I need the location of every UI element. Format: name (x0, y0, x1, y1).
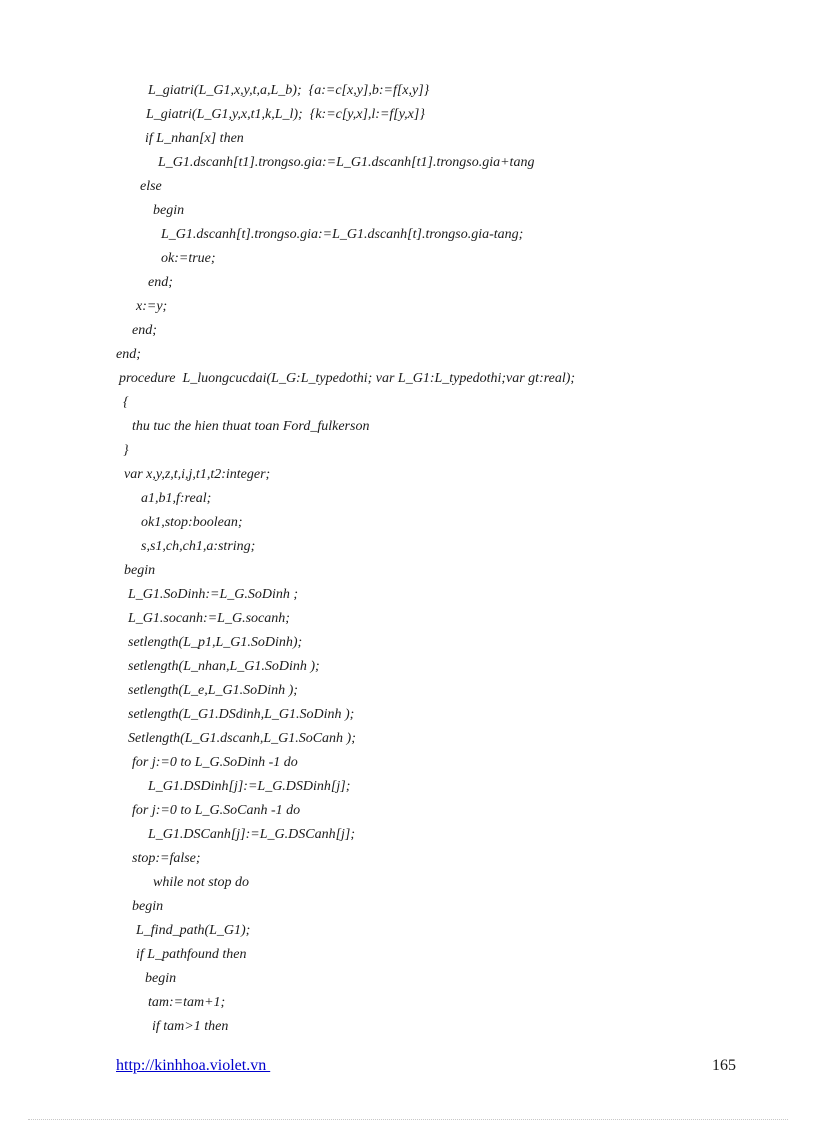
code-line: setlength(L_G1.DSdinh,L_G1.SoDinh ); (128, 707, 355, 722)
code-line: L_G1.dscanh[t1].trongso.gia:=L_G1.dscanh[t1].trongso.gia+tang (158, 155, 535, 170)
code-line: L_G1.dscanh[t].trongso.gia:=L_G1.dscanh[t].trongso.gia-tang; (161, 227, 524, 242)
code-line: L_giatri(L_G1,x,y,t,a,L_b); {a:=c[x,y],b:=f[x,y]} (148, 83, 430, 98)
code-line: while not stop do (153, 875, 250, 890)
code-line: L_giatri(L_G1,y,x,t1,k,L_l); {k:=c[y,x],l:=f[y,x]} (146, 107, 425, 122)
code-line: for j:=0 to L_G.SoCanh -1 do (132, 803, 301, 818)
code-line: setlength(L_e,L_G1.SoDinh ); (128, 683, 298, 698)
code-line: else (140, 179, 162, 194)
code-line: L_find_path(L_G1); (136, 923, 251, 938)
code-line: ok:=true; (161, 251, 216, 266)
code-line: L_G1.socanh:=L_G.socanh; (128, 611, 290, 626)
page-edge-divider (28, 1119, 788, 1120)
code-line: tam:=tam+1; (148, 995, 226, 1010)
footer-link[interactable]: http://kinhhoa.violet.vn (116, 1057, 271, 1074)
code-line: begin (124, 563, 156, 578)
code-line: L_G1.DSDinh[j]:=L_G.DSDinh[j]; (148, 779, 351, 794)
code-line: for j:=0 to L_G.SoDinh -1 do (132, 755, 298, 770)
code-line: begin (132, 899, 164, 914)
code-line: } (123, 443, 129, 458)
code-line: Setlength(L_G1.dscanh,L_G1.SoCanh ); (128, 731, 356, 746)
code-line: ok1,stop:boolean; (141, 515, 243, 530)
code-line: procedure L_luongcucdai(L_G:L_typedothi; var L_G1:L_typedothi;var gt:real); (119, 371, 576, 386)
code-line: { (123, 395, 129, 410)
code-line: if L_pathfound then (136, 947, 247, 962)
code-line: begin (153, 203, 185, 218)
code-line: if L_nhan[x] then (145, 131, 244, 146)
code-line: L_G1.SoDinh:=L_G.SoDinh ; (128, 587, 299, 602)
code-line: s,s1,ch,ch1,a:string; (141, 539, 256, 554)
code-line: begin (145, 971, 177, 986)
code-line: setlength(L_p1,L_G1.SoDinh); (128, 635, 303, 650)
code-line: x:=y; (136, 299, 168, 314)
code-line: end; (116, 347, 141, 362)
code-line: stop:=false; (132, 851, 201, 866)
page-number: 165 (712, 1057, 736, 1074)
code-line: thu tuc the hien thuat toan Ford_fulkerson (132, 419, 370, 434)
code-line: var x,y,z,t,i,j,t1,t2:integer; (124, 467, 271, 482)
code-line: L_G1.DSCanh[j]:=L_G.DSCanh[j]; (148, 827, 356, 842)
code-line: if tam>1 then (152, 1019, 229, 1034)
code-line: a1,b1,f:real; (141, 491, 212, 506)
code-line: end; (132, 323, 157, 338)
code-line: end; (148, 275, 173, 290)
code-line: setlength(L_nhan,L_G1.SoDinh ); (128, 659, 320, 674)
